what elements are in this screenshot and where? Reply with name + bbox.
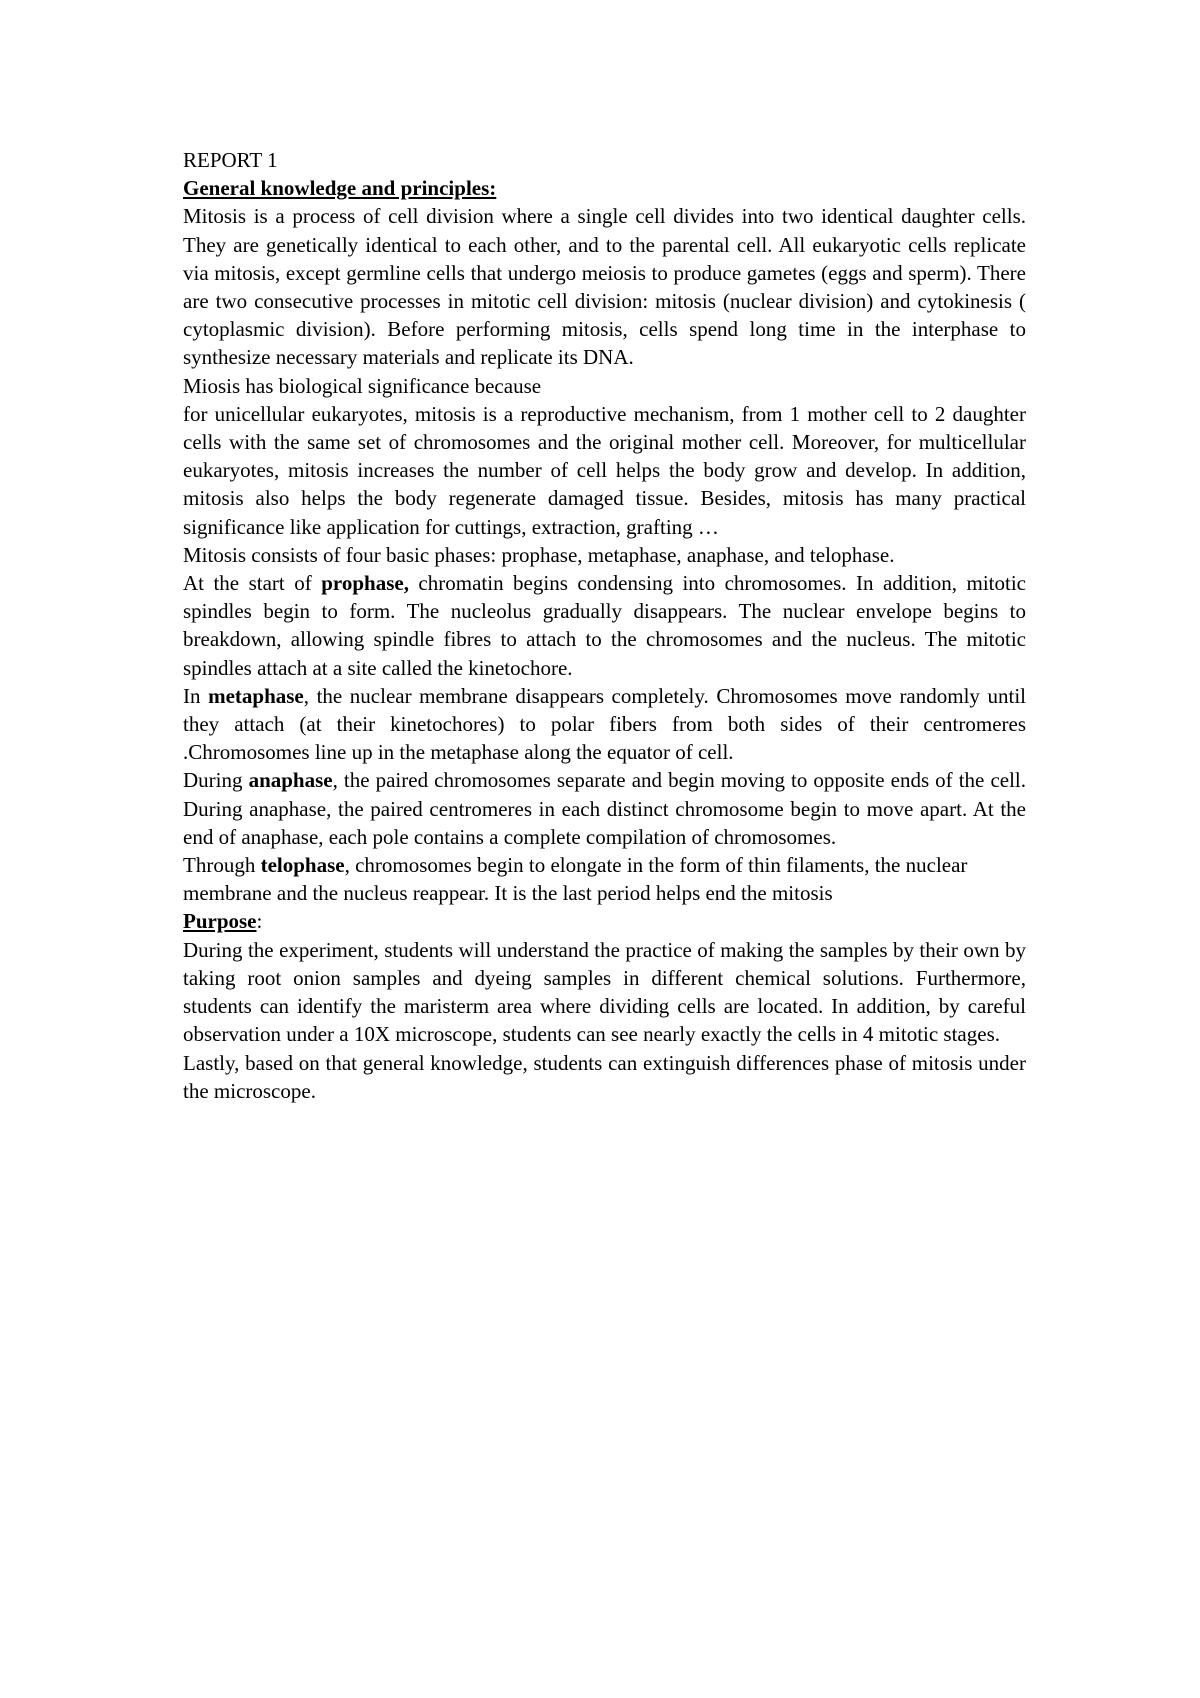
prophase-lead-text: At the start of [183, 571, 322, 596]
paragraph-purpose: During the experiment, students will understand the practice of making the samples by their own by taking root onion samples and dyeing samples in different chemical solutions. Furthermore, students can identify the maristerm area where dividing cells are located. In addition, by careful observation under a 10X microscope, students can see nearly exactly the cells in 4 mitotic stages. [183, 937, 1026, 1047]
prophase-body-text: chromatin begins condensing into chromosomes. In addition, mitotic spindles begin to form. The nucleolus gradually disappears. The nuclear envelope begins to breakdown, allowing spindle fibres to attach to the chromosomes and the nucleus. The mitotic spindles attach at a site called the kinetochore. [183, 571, 1026, 680]
section-heading-general-knowledge [183, 174, 1026, 202]
paragraph-lastly: Lastly, based on that general knowledge, students can extinguish differences phase of mitosis under the microscope. [183, 1050, 1026, 1103]
purpose-heading-text: Purpose [183, 909, 257, 934]
section-heading-purpose [183, 907, 1026, 935]
metaphase-lead-text: In [183, 683, 209, 708]
telophase-body-text: , chromosomes begin to elongate in the form of thin filaments, the nuclear membrane and the nucleus reappear. It is the last period helps end the mitosis [183, 853, 968, 906]
anaphase-body-text: , the paired chromosomes separate and begin moving to opposite ends of the cell. During anaphase, the paired centromeres in each distinct chromosome begin to move apart. At the end of anaphase, each pole contains a complete compilation of chromosomes. [183, 768, 1026, 849]
anaphase-term: anaphase [248, 768, 333, 793]
paragraph-anaphase [183, 766, 1026, 851]
document-body [183, 146, 1026, 1105]
telophase-lead-text: Through [183, 853, 261, 878]
paragraph-prophase [183, 569, 1026, 682]
paragraph-telophase [183, 851, 1026, 907]
telophase-term: telophase [260, 853, 345, 878]
paragraph-significance-lead: Miosis has biological significance because [183, 373, 542, 398]
section-heading-general-knowledge-text: General knowledge and principles: [183, 176, 497, 201]
report-title: REPORT 1 [183, 148, 278, 172]
paragraph-phases: Mitosis consists of four basic phases: prophase, metaphase, anaphase, and telophase. [183, 542, 895, 567]
anaphase-lead-text: During [183, 768, 249, 793]
paragraph-metaphase [183, 682, 1026, 767]
metaphase-term: metaphase [208, 683, 304, 708]
paragraph-significance: for unicellular eukaryotes, mitosis is a reproductive mechanism, from 1 mother cell to 2 daughter cells with the same set of chromosomes and the original mother cell. Moreover, for multicellular eukaryotes, mitosis increases the number of cell helps the body grow and develop. In addition, mitosis also helps the body regenerate damaged tissue. Besides, mitosis has many practical significance like application for cuttings, extraction, grafting … [183, 401, 1026, 539]
paragraph-mitosis-intro: Mitosis is a process of cell division where a single cell divides into two identical daughter cells. They are genetically identical to each other, and to the parental cell. All eukaryotic cells replicate via mitosis, except germline cells that undergo meiosis to produce gametes (eggs and sperm). There are two consecutive processes in mitotic cell division: mitosis (nuclear division) and cytokinesis ( cytoplasmic division). Before performing mitosis, cells spend long time in the interphase to synthesize necessary materials and replicate its DNA. [183, 204, 1026, 370]
metaphase-body-text: , the nuclear membrane disappears completely. Chromosomes move randomly until they attach (at their kinetochores) to polar fibers from both sides of their centromeres .Chromosomes line up in the metaphase along the equator of cell. [183, 683, 1026, 765]
prophase-term: prophase, [321, 571, 409, 596]
purpose-heading-colon: : [256, 909, 263, 934]
